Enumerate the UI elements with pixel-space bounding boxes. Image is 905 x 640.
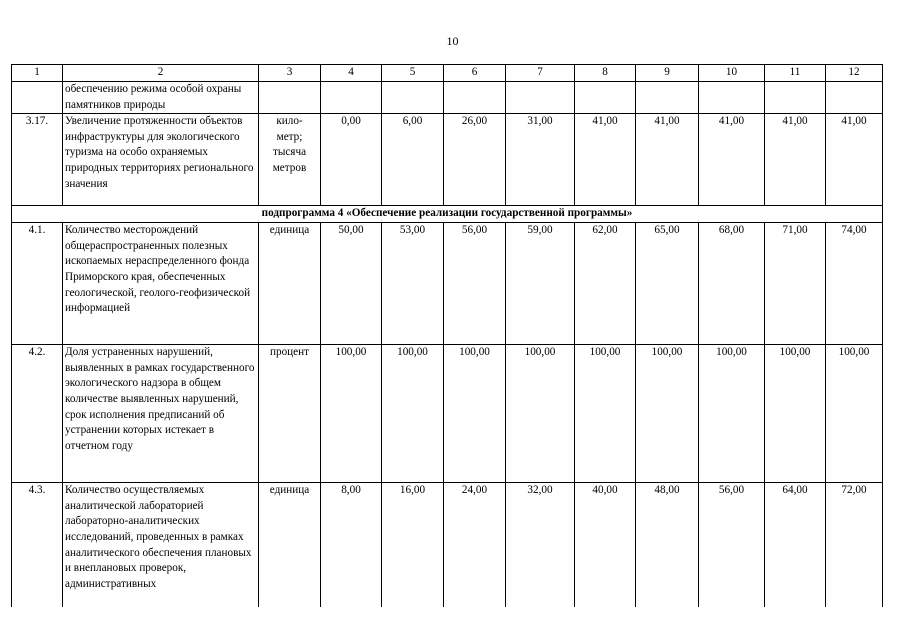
value-cell: 6,00 xyxy=(382,114,444,206)
indicator-name: обеспечению режима особой охраны памятников природы xyxy=(63,82,259,114)
indicator-name: Количество осуществляемых аналитической лабораторией лабораторно-аналитических исследований, проведенных в рамках аналитического обеспечения плановых и внеплановых проверок, административных xyxy=(63,483,259,607)
indicator-name: Доля устраненных нарушений, выявленных в рамках государственного экологического надзора в общем количестве выявленных нарушений, срок исполнения предписаний об устранении которых истекает в отчетном году xyxy=(63,345,259,483)
value-cell: 100,00 xyxy=(826,345,883,483)
value-cell xyxy=(765,82,826,114)
column-number: 12 xyxy=(826,65,883,82)
value-cell: 74,00 xyxy=(826,223,883,345)
value-cell: 59,00 xyxy=(506,223,575,345)
value-cell xyxy=(444,82,506,114)
column-number: 9 xyxy=(636,65,699,82)
page-number: 10 xyxy=(446,34,459,48)
column-number: 7 xyxy=(506,65,575,82)
value-cell: 31,00 xyxy=(506,114,575,206)
unit-cell: кило-метр; тысяча метров xyxy=(259,114,321,206)
value-cell xyxy=(506,82,575,114)
row-number: 4.2. xyxy=(12,345,63,483)
table-row xyxy=(12,114,883,206)
table-row xyxy=(12,345,883,483)
value-cell: 100,00 xyxy=(575,345,636,483)
column-number: 1 xyxy=(12,65,63,82)
column-number-row xyxy=(12,65,883,82)
row-number: 3.17. xyxy=(12,114,63,206)
subprogram-title: подпрограмма 4 «Обеспечение реализации государственной программы» xyxy=(12,206,883,223)
column-number: 6 xyxy=(444,65,506,82)
value-cell: 41,00 xyxy=(765,114,826,206)
value-cell: 100,00 xyxy=(765,345,826,483)
value-cell: 32,00 xyxy=(506,483,575,607)
value-cell: 100,00 xyxy=(444,345,506,483)
unit-cell: единица xyxy=(259,483,321,607)
column-number: 2 xyxy=(63,65,259,82)
value-cell: 26,00 xyxy=(444,114,506,206)
value-cell xyxy=(382,82,444,114)
value-cell xyxy=(321,82,382,114)
value-cell xyxy=(699,82,765,114)
column-number: 11 xyxy=(765,65,826,82)
value-cell: 0,00 xyxy=(321,114,382,206)
value-cell: 100,00 xyxy=(506,345,575,483)
column-number: 10 xyxy=(699,65,765,82)
column-number: 5 xyxy=(382,65,444,82)
value-cell: 24,00 xyxy=(444,483,506,607)
value-cell xyxy=(575,82,636,114)
value-cell: 41,00 xyxy=(575,114,636,206)
value-cell: 100,00 xyxy=(382,345,444,483)
column-number: 3 xyxy=(259,65,321,82)
value-cell: 100,00 xyxy=(636,345,699,483)
row-number xyxy=(12,82,63,114)
table-row xyxy=(12,483,883,607)
value-cell: 64,00 xyxy=(765,483,826,607)
unit-cell xyxy=(259,82,321,114)
value-cell: 53,00 xyxy=(382,223,444,345)
value-cell: 41,00 xyxy=(636,114,699,206)
value-cell: 56,00 xyxy=(444,223,506,345)
indicators-table xyxy=(11,64,883,607)
value-cell: 48,00 xyxy=(636,483,699,607)
indicator-name: Количество месторождений общераспространенных полезных ископаемых нераспределенного фонда Приморского края, обеспеченных геологической, геолого-геофизической информацией xyxy=(63,223,259,345)
subprogram-row xyxy=(12,206,883,223)
value-cell: 56,00 xyxy=(699,483,765,607)
value-cell: 72,00 xyxy=(826,483,883,607)
value-cell xyxy=(636,82,699,114)
value-cell: 68,00 xyxy=(699,223,765,345)
value-cell: 100,00 xyxy=(699,345,765,483)
indicator-name: Увеличение протяженности объектов инфраструктуры для экологического туризма на особо охраняемых природных территориях регионального значения xyxy=(63,114,259,206)
row-number: 4.1. xyxy=(12,223,63,345)
unit-cell: процент xyxy=(259,345,321,483)
value-cell: 40,00 xyxy=(575,483,636,607)
column-number: 8 xyxy=(575,65,636,82)
value-cell: 100,00 xyxy=(321,345,382,483)
value-cell: 16,00 xyxy=(382,483,444,607)
value-cell: 62,00 xyxy=(575,223,636,345)
unit-cell: единица xyxy=(259,223,321,345)
table-row-continuation xyxy=(12,82,883,114)
value-cell: 8,00 xyxy=(321,483,382,607)
row-number: 4.3. xyxy=(12,483,63,607)
value-cell: 71,00 xyxy=(765,223,826,345)
value-cell: 41,00 xyxy=(826,114,883,206)
table-row xyxy=(12,223,883,345)
value-cell: 65,00 xyxy=(636,223,699,345)
value-cell: 50,00 xyxy=(321,223,382,345)
value-cell xyxy=(826,82,883,114)
value-cell: 41,00 xyxy=(699,114,765,206)
column-number: 4 xyxy=(321,65,382,82)
